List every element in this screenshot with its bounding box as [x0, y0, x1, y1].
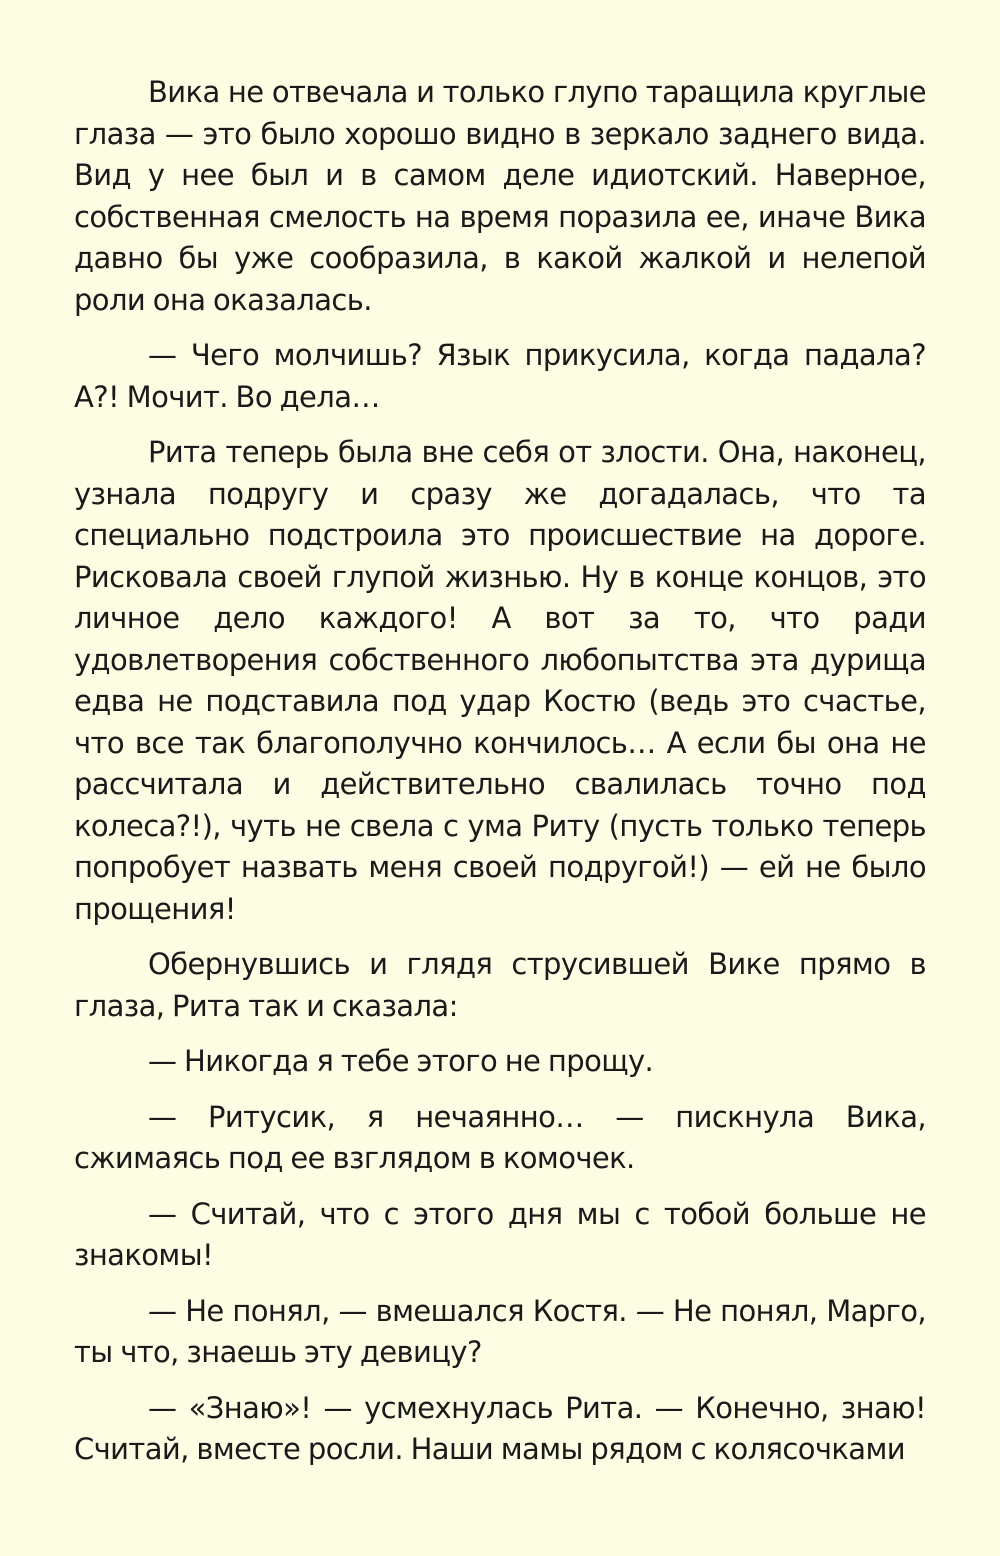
paragraph-7: — Считай, что с этого дня мы с тобой больше не знакомы!	[74, 1196, 926, 1272]
paragraph-2: — Чего молчишь? Язык прикусила, когда падала? А?! Мочит. Во дела…	[74, 338, 926, 414]
paragraph-4: Обернувшись и глядя струсившей Вике прямо в глаза, Рита так и сказала:	[74, 947, 926, 1023]
paragraph-8: — Не понял, — вмешался Костя. — Не понял, Марго, ты что, знаешь эту девицу?	[74, 1293, 926, 1369]
paragraph-6: — Ритусик, я нечаянно… — пискнула Вика, сжимаясь под ее взглядом в комочек.	[74, 1099, 926, 1175]
paragraph-3: Рита теперь была вне себя от злости. Она, наконец, узнала подругу и сразу же догадалась, что та специально подстроила это происшествие на дороге. Рисковала своей глупой жизнью. Ну в конце концов, это личное дело каждого! А вот за то, что ради удовлетворения собственного любопытства эта дурища едва не подставила под удар Костю (ведь это счастье, что все так благополучно кончилось… А если бы она не рассчитала и действительно свалилась точно под колеса?!), чуть не свела с ума Риту (пусть только теперь попробует назвать меня своей подругой!) — ей не было прощения!	[74, 435, 926, 926]
paragraph-1: Вика не отвечала и только глупо таращила круглые глаза — это было хорошо видно в зеркало заднего вида. Вид у нее был и в самом деле идиотский. Наверное, собственная смелость на время поразила ее, иначе Вика давно бы уже сообразила, в какой жалкой и нелепой роли она оказалась.	[74, 75, 926, 317]
paragraph-9: — «Знаю»! — усмехнулась Рита. — Конечно, знаю! Считай, вместе росли. Наши мамы рядом с колясочками	[74, 1390, 926, 1466]
paragraph-5: — Никогда я тебе этого не прощу.	[148, 1044, 654, 1078]
